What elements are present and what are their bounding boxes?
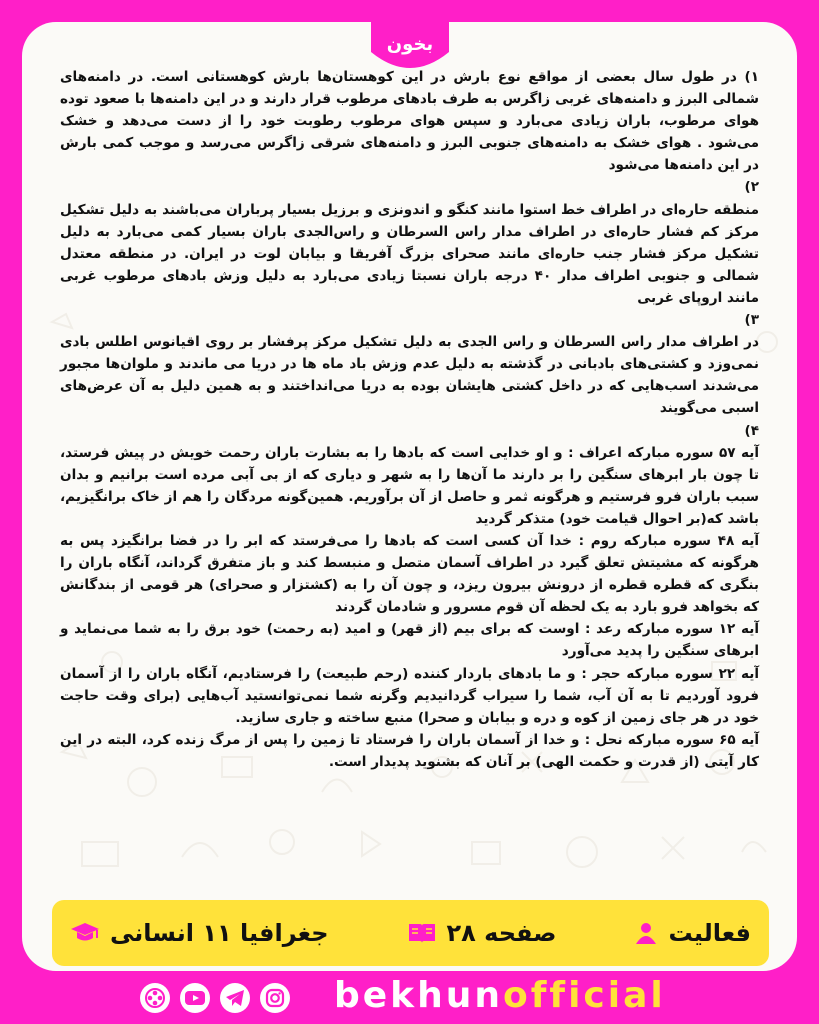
answer-2: منطقه حاره‌ای در اطراف خط استوا مانند کنگو و اندونزی و برزیل بسیار پرباران می‌باشند به دلیل تشکیل مرکز کم فشار حاره‌ای در اطراف مدار راس السرطان و راس‌الجدی باران بسیار کمی می‌بارد به دلیل تشکیل مرکز فشار جنب حاره‌ای مانند صحرای بزرگ آفریقا و بیابان لوت در ایران. در منطقه معتدل شمالی و جنوبی اطراف مدار ۴۰ درجه باران نسبتا زیادی می‌بارد به دلیل وزش بادهای مرطوب غربی مانند اروپای غربی	[60, 201, 760, 306]
aparat-icon[interactable]	[140, 983, 170, 1013]
answer-3-heading: ۳)	[744, 312, 759, 329]
verse-rum: آیه ۴۸ سوره مبارکه روم : خدا آن کسی است که بادها را می‌فرستد که ابر را در فضا برانگیزد پس به هرگونه که مشیتش تعلق گیرد در اطراف آسمان متصل و منبسط کند و باز متفرق گرداند، آنگاه باران را بنگری که قطره قطره از درونش بیرون ریزد، و چون آن را به (کشتزار و صحرای) هر قومی از بندگانش که بخواهد فرو بارد به یک لحظه آن قوم مسرور و شادمان گردند	[60, 532, 759, 616]
verse-rad: آیه ۱۲ سوره مبارکه رعد : اوست که برای بیم (از قهر) و امید (به رحمت) خود برق را به شما می‌نماید و ابرهای سنگین را پدید می‌آورد	[60, 621, 759, 660]
user-icon	[634, 921, 658, 945]
subject-label: جغرافیا ۱۱ انسانی	[70, 919, 329, 947]
verse-araf: آیه ۵۷ سوره مبارکه اعراف : و او خدایی است که بادها را به بشارت باران رحمت خویش در پیش فرستد، تا چون بار ابرهای سنگین را بر دارند ما آن‌ها را به شهر و دیاری که از بی آبی مرده است برانیم و بدان سبب باران فرو فرستیم و هرگونه ثمر و حاصل از آن برآوریم. همین‌گونه مردگان را هم از خاک برانگیزیم، باشد که(بر احوال قیامت خود) متذکر گردید	[60, 444, 759, 527]
answer-4-heading: ۴)	[744, 422, 759, 439]
instagram-icon[interactable]	[260, 983, 290, 1013]
logo-text: بخون	[386, 34, 433, 55]
brand-name-part1: bekhun	[334, 975, 504, 1016]
answer-1: ۱) در طول سال بعضی از مواقع نوع بارش در این کوهستان‌ها بارش کوهستانی است. در دامنه‌های شمالی البرز و دامنه‌های غربی زاگرس به طرف بادهای مرطوب قرار دارند و در این دامنه‌ها با صعود توده هوای مرطوب، باران زیادی می‌بارد و سپس هوای مرطوب رطوبت خود را از دست می‌دهد و خشک می‌شود . هوای خشک به دامنه‌های جنوبی البرز و دامنه‌های شرقی زاگرس می‌رسد و موجب کمی بارش در این دامنه‌ها می‌شود	[60, 69, 759, 174]
page-label: صفحه ۲۸	[407, 919, 557, 947]
answer-text	[60, 66, 759, 773]
brand-name-part2: official	[503, 975, 666, 1016]
footer-info-bar	[52, 900, 769, 966]
verse-hijr: آیه ۲۲ سوره مبارکه حجر : و ما بادهای باردار کننده (رحم طبیعت) را فرستادیم، آنگاه باران را از آسمان فرود آوردیم تا به آن آب، شما را سیراب گردانیدیم وگرنه شما نمی‌توانستید آب‌هایی (برای وقت حاجت خود در هر جای زمین از کوه و دره و بیابان و صحرا) منبع ساخته و جاری سازید.	[60, 665, 759, 726]
youtube-icon[interactable]	[180, 983, 210, 1013]
activity-label: فعالیت	[634, 919, 751, 947]
answer-2-heading: ۲)	[744, 179, 759, 196]
answer-3: در اطراف مدار راس السرطان و راس الجدی به دلیل تشکیل مرکز پرفشار بر روی اقیانوس اطلس بادی نمی‌وزد و کشتی‌های بادبانی در گذشته به دلیل عدم وزش باد ماه ها در دریا می ماندند و ملوان‌ها مجبور می‌شدند اسب‌هایی که در داخل کشتی هایشان بوده به دریا می‌انداختند و به همین دلیل به آن عرض‌های اسبی می‌گویند	[60, 334, 759, 417]
brand-name[interactable]	[334, 975, 666, 1016]
book-icon	[407, 921, 437, 945]
telegram-icon[interactable]	[220, 983, 250, 1013]
verse-nahl: آیه ۶۵ سوره مبارکه نحل : و خدا از آسمان باران را فرستاد تا زمین را پس از مرگ زنده کرد، البته در این کار آیتی (از قدرت و حکمت الهی) بر آنان که بشنوید پدیدار است.	[60, 731, 759, 770]
social-icons	[140, 983, 290, 1013]
content-card	[22, 22, 797, 971]
graduation-cap-icon	[70, 921, 100, 945]
